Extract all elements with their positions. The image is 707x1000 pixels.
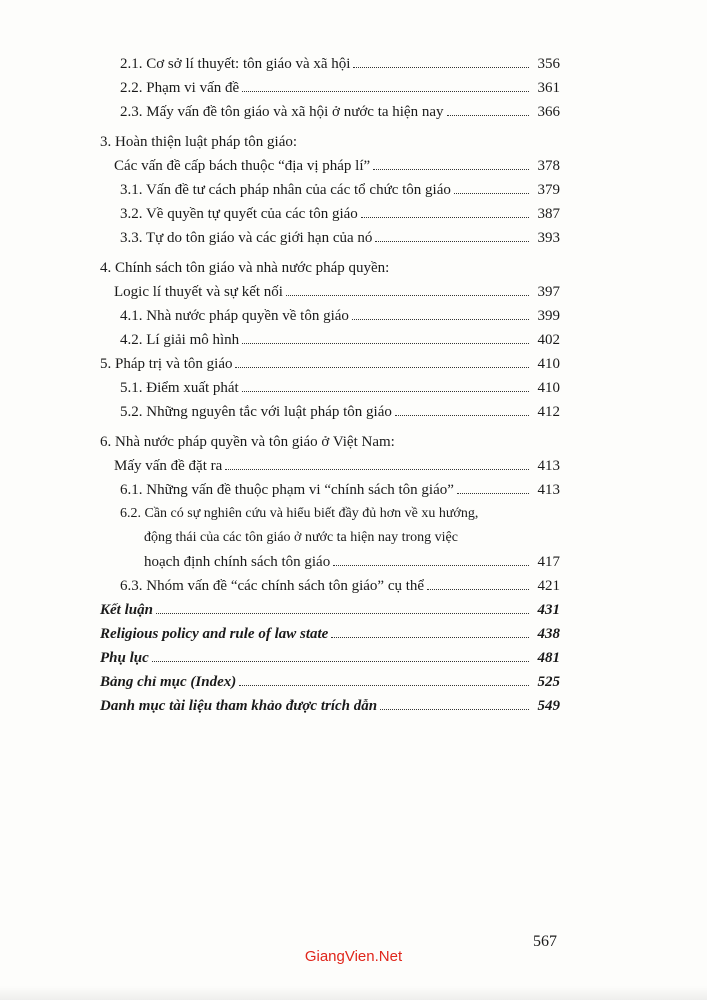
- toc-entry-title: 3.3. Tự do tôn giáo và các giới hạn của nó: [120, 230, 373, 246]
- dot-leader: [225, 469, 529, 470]
- dot-leader: [353, 67, 529, 68]
- watermark-text: GiangVien.Net: [304, 948, 403, 965]
- toc-section-3-heading: 3. Hoàn thiện luật pháp tôn giáo:: [100, 134, 298, 150]
- toc-entry-title: 2.1. Cơ sở lí thuyết: tôn giáo và xã hội: [120, 56, 351, 72]
- toc-section-6-heading: 6. Nhà nước pháp quyền và tôn giáo ở Việt Nam:: [100, 434, 395, 450]
- toc-entry-page: 387: [537, 206, 560, 222]
- dot-leader: [375, 241, 529, 242]
- toc-entry-2-1[interactable]: [100, 52, 560, 76]
- dot-leader: [427, 589, 529, 590]
- toc-entry-3-2[interactable]: [100, 202, 560, 226]
- toc-entry-title: 2.3. Mấy vấn đề tôn giáo và xã hội ở nước ta hiện nay: [120, 104, 444, 120]
- toc-entry-6-2-line-2: động thái của các tôn giáo ở nước ta hiện nay trong việc: [144, 530, 458, 545]
- toc-section-4-heading: 4. Chính sách tôn giáo và nhà nước pháp quyền:: [100, 260, 390, 276]
- toc-entry-page: 421: [537, 578, 560, 594]
- toc-entry-title: 3.2. Về quyền tự quyết của các tôn giáo: [120, 206, 358, 222]
- toc-entry-5[interactable]: [100, 352, 560, 376]
- toc-entry-6-2[interactable]: [100, 550, 560, 574]
- dot-leader: [380, 709, 529, 710]
- toc-entry-page: 413: [537, 458, 560, 474]
- toc-back-references[interactable]: [100, 694, 560, 718]
- page-number: 567: [533, 933, 557, 950]
- page-edge-shadow: [0, 986, 707, 1000]
- toc-entry-4-1[interactable]: [100, 304, 560, 328]
- toc-entry-page: 393: [537, 230, 560, 246]
- toc-entry-page: 397: [537, 284, 560, 300]
- toc-entry-title: 5. Pháp trị và tôn giáo: [100, 356, 233, 372]
- toc-entry-title: 5.1. Điểm xuất phát: [120, 380, 239, 396]
- toc-entry-title: Kết luận: [100, 602, 153, 618]
- dot-leader: [373, 169, 529, 170]
- dot-leader: [156, 613, 529, 614]
- toc-entry-title: Religious policy and rule of law state: [100, 626, 329, 642]
- toc-entry-title: Bảng chỉ mục (Index): [100, 674, 237, 690]
- toc-entry-title: Danh mục tài liệu tham khảo được trích dẫn: [100, 698, 378, 714]
- toc-entry-page: 481: [537, 650, 560, 666]
- toc-entry-5-2[interactable]: [100, 400, 560, 424]
- dot-leader: [454, 193, 529, 194]
- toc-entry-title: 6.3. Nhóm vấn đề “các chính sách tôn giáo” cụ thể: [120, 578, 425, 594]
- dot-leader: [333, 565, 529, 566]
- toc-entry-page: 378: [537, 158, 560, 174]
- toc-back-ket-luan[interactable]: [100, 598, 560, 622]
- toc-entry-title: 2.2. Phạm vi vấn đề: [120, 80, 240, 96]
- dot-leader: [457, 493, 529, 494]
- dot-leader: [361, 217, 529, 218]
- toc-back-religious-policy[interactable]: [100, 622, 560, 646]
- toc-entry-page: 410: [537, 356, 560, 372]
- toc-entry-page: 361: [537, 80, 560, 96]
- toc-entry-title: Mấy vấn đề đặt ra: [114, 458, 223, 474]
- dot-leader: [242, 343, 529, 344]
- dot-leader: [235, 367, 529, 368]
- dot-leader: [152, 661, 529, 662]
- toc-entry-title: Các vấn đề cấp bách thuộc “địa vị pháp lí”: [114, 158, 371, 174]
- toc-entry-6-3[interactable]: [100, 574, 560, 598]
- toc-entry-page: 356: [537, 56, 560, 72]
- toc-entry-page: 399: [537, 308, 560, 324]
- toc-entry-title: 3.1. Vấn đề tư cách pháp nhân của các tổ chức tôn giáo: [120, 182, 451, 198]
- toc-entry-2-3[interactable]: [100, 100, 560, 124]
- dot-leader: [286, 295, 529, 296]
- toc-back-index[interactable]: [100, 670, 560, 694]
- toc-entry-title: Logic lí thuyết và sự kết nối: [114, 284, 283, 300]
- dot-leader: [395, 415, 529, 416]
- toc-entry-title: hoạch định chính sách tôn giáo: [144, 554, 331, 570]
- toc-entry-6[interactable]: [100, 454, 560, 478]
- toc-entry-page: 410: [537, 380, 560, 396]
- dot-leader: [447, 115, 530, 116]
- toc-entry-page: 417: [537, 554, 560, 570]
- toc-entry-6-2-line-1: 6.2. Cần có sự nghiên cứu và hiểu biết đầy đủ hơn về xu hướng,: [120, 506, 479, 521]
- toc-entry-3-1[interactable]: [100, 178, 560, 202]
- toc-entry-page: 366: [537, 104, 560, 120]
- toc-entry-page: 438: [537, 626, 560, 642]
- toc-entry-page: 431: [537, 602, 560, 618]
- dot-leader: [242, 91, 529, 92]
- toc-entry-page: 402: [537, 332, 560, 348]
- toc-entry-2-2[interactable]: [100, 76, 560, 100]
- toc-entry-3[interactable]: [100, 154, 560, 178]
- toc-entry-3-3[interactable]: [100, 226, 560, 250]
- toc-entry-title: 4.1. Nhà nước pháp quyền về tôn giáo: [120, 308, 349, 324]
- toc-entry-page: 413: [537, 482, 560, 498]
- toc-entry-title: Phụ lục: [100, 650, 149, 666]
- dot-leader: [242, 391, 529, 392]
- dot-leader: [239, 685, 529, 686]
- toc-entry-title: 4.2. Lí giải mô hình: [120, 332, 240, 348]
- toc-entry-page: 412: [537, 404, 560, 420]
- toc-entry-5-1[interactable]: [100, 376, 560, 400]
- toc-entry-6-1[interactable]: [100, 478, 560, 502]
- table-of-contents: [100, 52, 560, 718]
- dot-leader: [352, 319, 529, 320]
- toc-entry-page: 525: [537, 674, 560, 690]
- toc-entry-title: 6.1. Những vấn đề thuộc phạm vi “chính sách tôn giáo”: [120, 482, 454, 498]
- toc-back-phu-luc[interactable]: [100, 646, 560, 670]
- toc-entry-title: 5.2. Những nguyên tắc với luật pháp tôn giáo: [120, 404, 392, 420]
- toc-entry-page: 379: [537, 182, 560, 198]
- toc-entry-4[interactable]: [100, 280, 560, 304]
- dot-leader: [331, 637, 529, 638]
- toc-entry-4-2[interactable]: [100, 328, 560, 352]
- toc-entry-page: 549: [537, 698, 560, 714]
